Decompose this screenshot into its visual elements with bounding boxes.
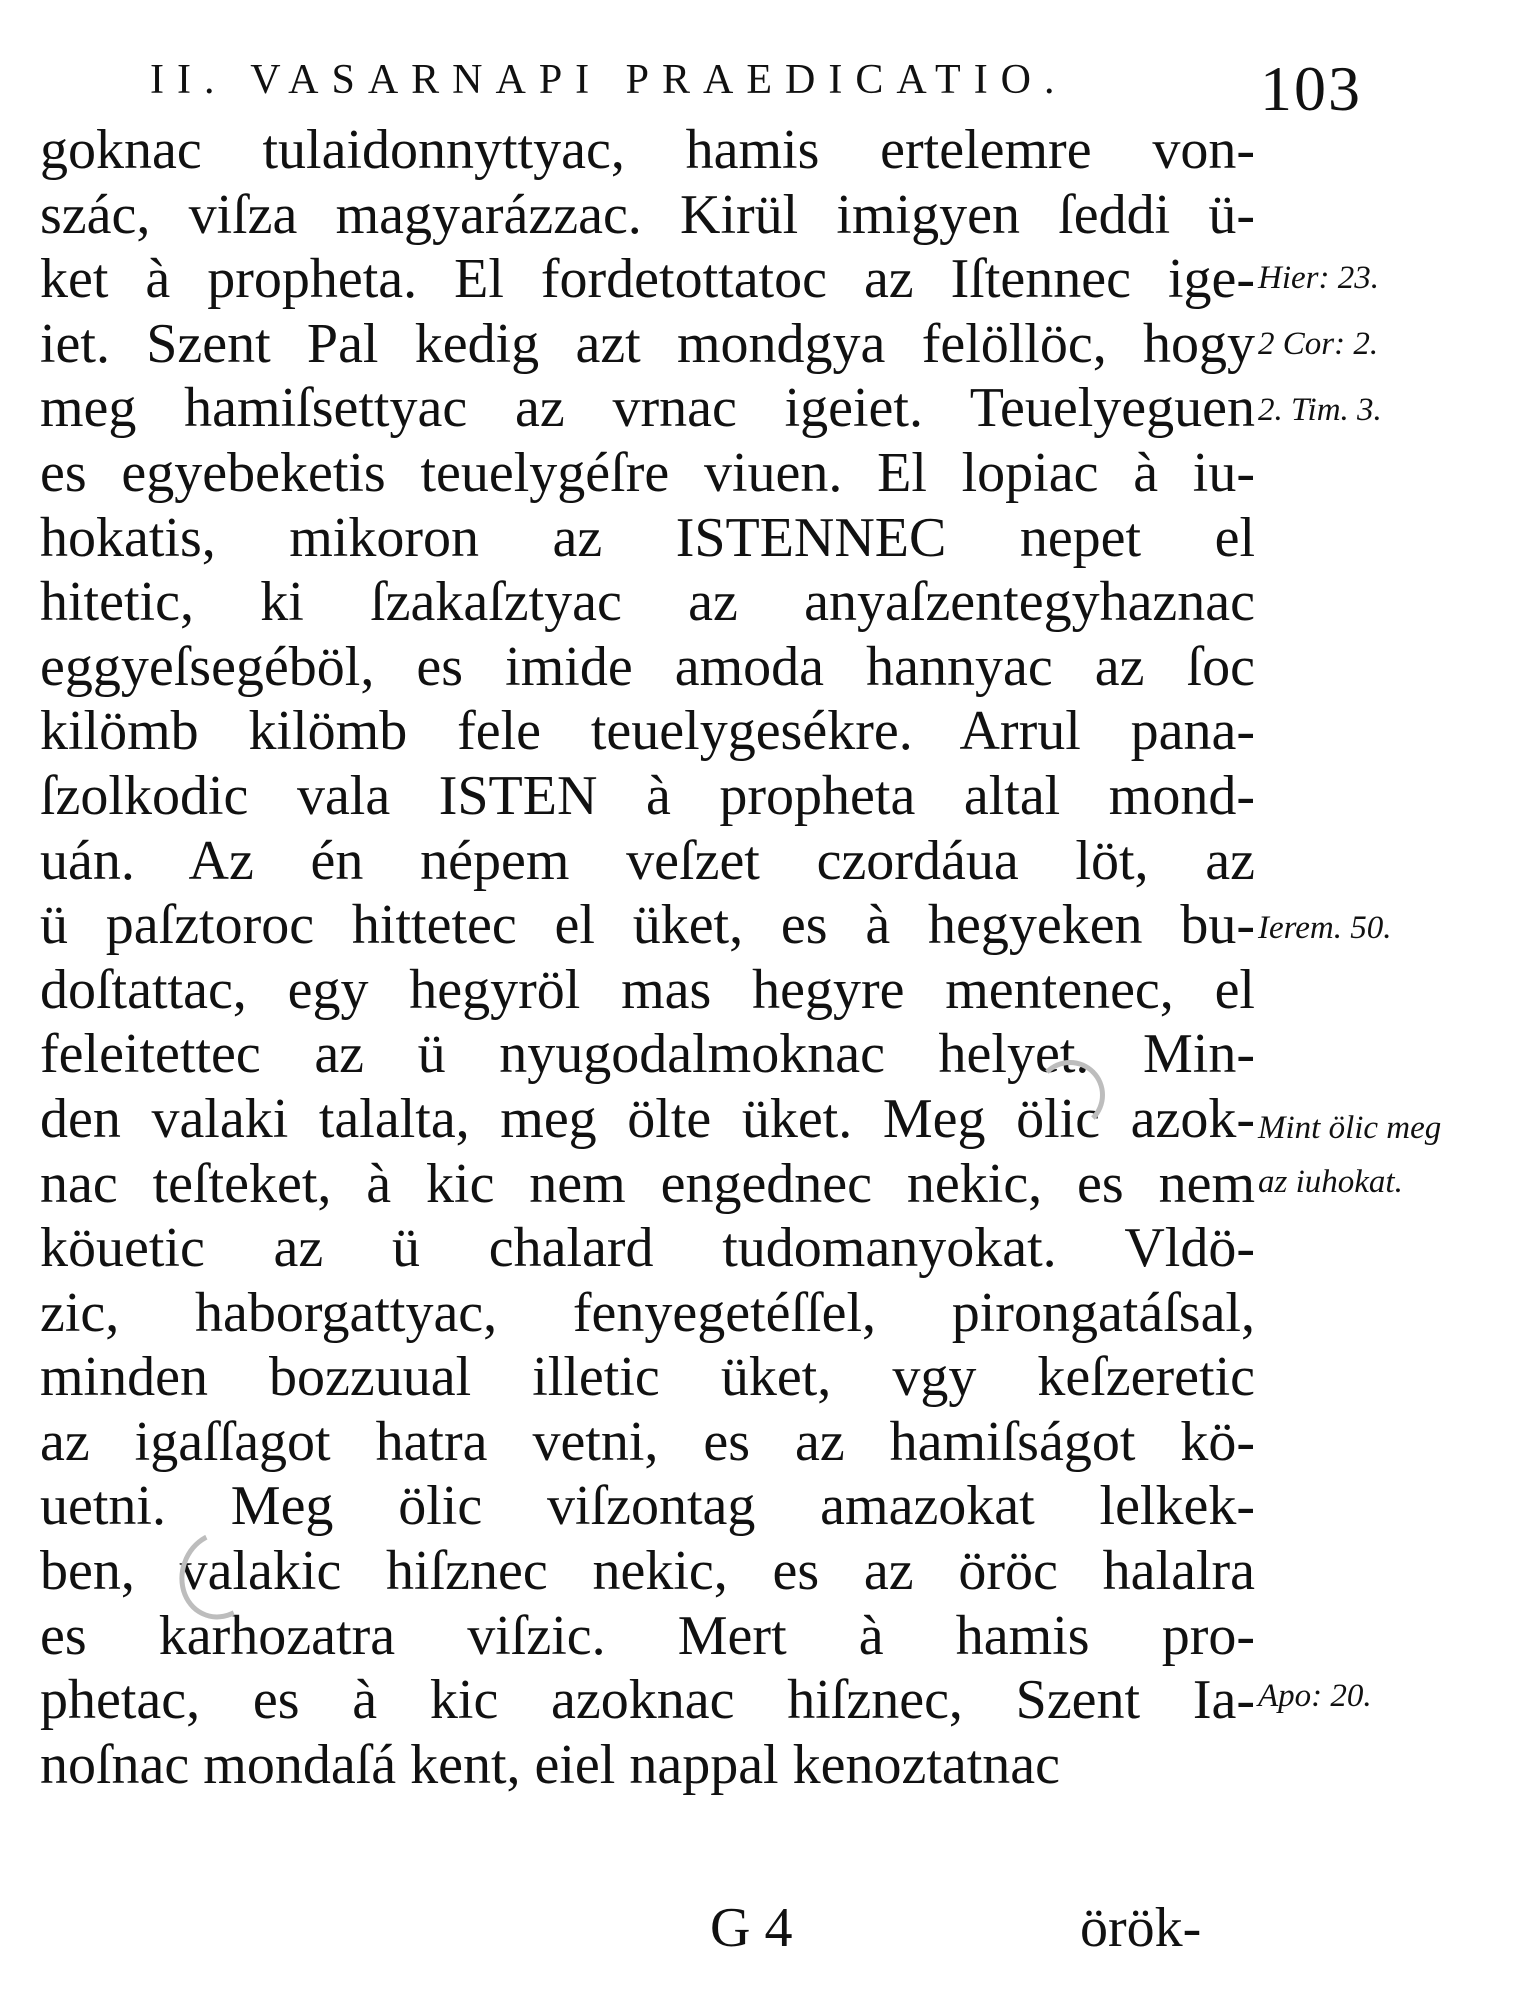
text-line: es egyebeketis teuelygéſre viuen. El lopiac à iu-	[40, 441, 1255, 504]
margin-note: 2. Tim. 3.	[1258, 392, 1382, 428]
text-line: szác, viſza magyarázzac. Kirül imigyen ſeddi ü-	[40, 183, 1255, 246]
text-line: iet. Szent Pal kedig azt mondgya felöllöc, hogy	[40, 312, 1255, 375]
text-line: uetni. Meg ölic viſzontag amazokat lelkek-	[40, 1475, 1255, 1538]
page-footer	[0, 1896, 1517, 1976]
margin-note: az iuhokat.	[1258, 1164, 1403, 1200]
text-line: goknac tulaidonnyttyac, hamis ertelemre von-	[40, 119, 1255, 181]
text-line: ben, valakic hiſznec nekic, es az öröc halalra	[40, 1540, 1255, 1603]
text-line: den valaki talalta, meg ölte üket. Meg ölic azok-	[40, 1087, 1255, 1150]
margin-note: 2 Cor: 2.	[1258, 326, 1379, 362]
text-line: ſzolkodic vala ISTEN à propheta altal mond-	[40, 764, 1255, 827]
text-line: ü paſztoroc hittetec el üket, es à hegyeken bu-	[40, 894, 1255, 957]
text-line: hitetic, ki ſzakaſztyac az anyaſzentegyhaznac	[40, 571, 1255, 634]
text-line: minden bozzuual illetic üket, vgy keſzeretic	[40, 1346, 1255, 1409]
text-line: ket à propheta. El fordetottatoc az Iſtennec ige-	[40, 248, 1255, 311]
text-line: köuetic az ü chalard tudomanyokat. Vldö-	[40, 1217, 1255, 1280]
text-line: kilömb kilömb fele teuelygesékre. Arrul pana-	[40, 700, 1255, 763]
text-line: doſtattac, egy hegyröl mas hegyre mentenec, el	[40, 958, 1255, 1021]
text-line: phetac, es à kic azoknac hiſznec, Szent Ia-	[40, 1669, 1255, 1732]
text-line: uán. Az én népem veſzet czordáua löt, az	[40, 829, 1255, 892]
text-line: az igaſſagot hatra vetni, es az hamiſságot kö-	[40, 1410, 1255, 1473]
text-line: eggyeſsegéböl, es imide amoda hannyac az ſoc	[40, 635, 1255, 698]
running-head: II. VASARNAPI PRAEDICATIO.	[150, 57, 1068, 103]
text-line: es karhozatra viſzic. Mert à hamis pro-	[40, 1604, 1255, 1667]
signature-mark: G 4	[710, 1897, 793, 1959]
text-line: zic, haborgattyac, fenyegetéſſel, pirongatáſsal,	[40, 1281, 1255, 1344]
margin-note: Mint ölic meg	[1258, 1110, 1442, 1146]
ink-stain	[1035, 1060, 1105, 1130]
text-line: noſnac mondaſá kent, eiel nappal kenoztatnac	[40, 1733, 1061, 1796]
margin-note: Hier: 23.	[1258, 260, 1379, 296]
page-number: 103	[1260, 53, 1362, 124]
text-line: nac teſteket, à kic nem engednec nekic, es nem	[40, 1152, 1255, 1215]
text-line: hokatis, mikoron az ISTENNEC nepet el	[40, 506, 1255, 569]
margin-note: Ierem. 50.	[1258, 910, 1392, 946]
margin-note: Apo: 20.	[1258, 1678, 1372, 1714]
catchword: örök-	[1080, 1897, 1202, 1959]
text-line: meg hamiſsettyac az vrnac igeiet. Teuelyeguen	[40, 377, 1255, 440]
text-line: feleitettec az ü nyugodalmoknac helyet. Min-	[40, 1023, 1255, 1086]
